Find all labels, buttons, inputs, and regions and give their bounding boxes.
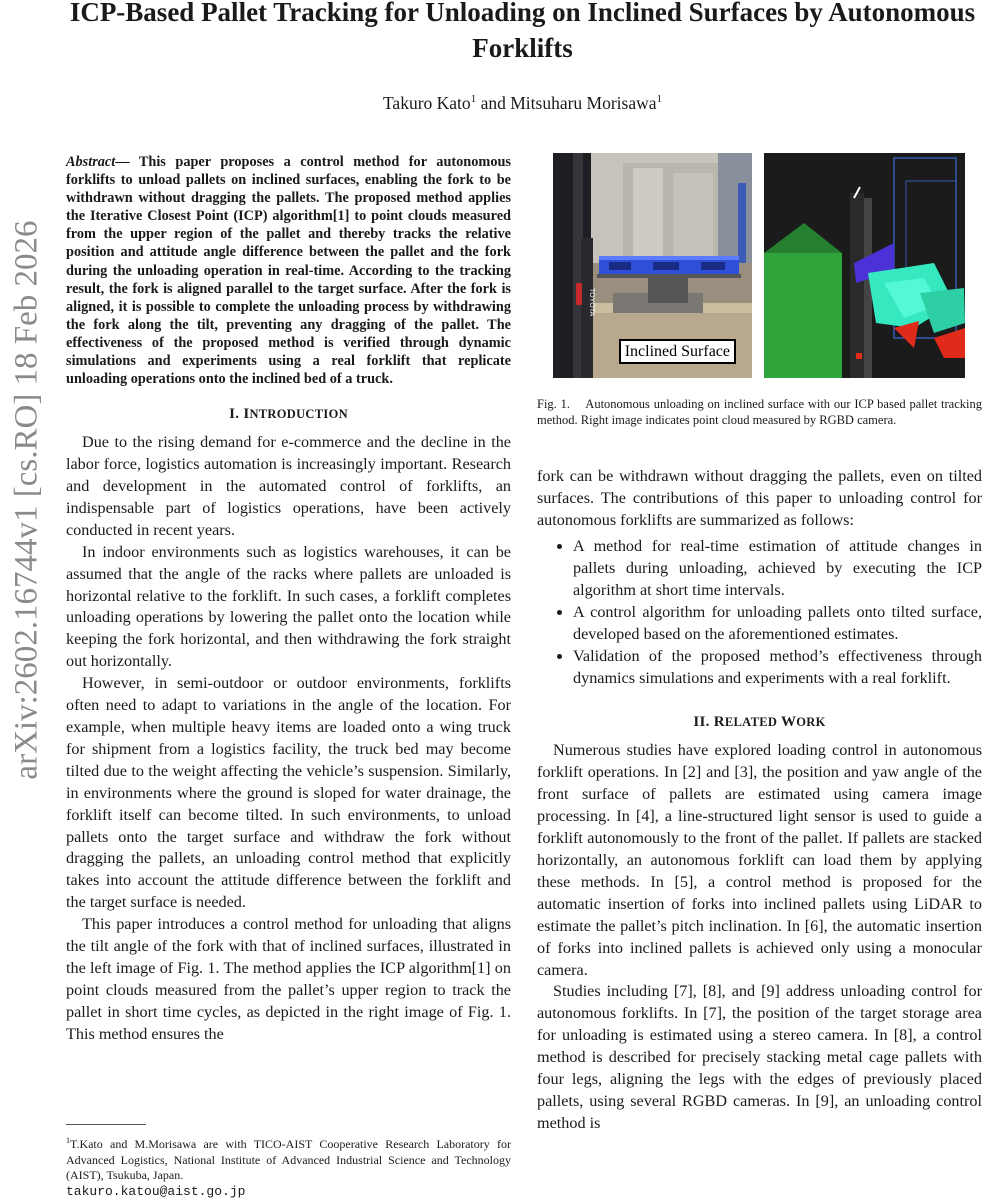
author-name: Takuro Kato — [382, 93, 471, 113]
intro-continuation: fork can be withdrawn without dragging the pallets, even on tilted surfaces. The contributions of this paper to unloading control for autonomous forklifts are summarized as follows: — [537, 467, 982, 530]
footnote-rule — [66, 1124, 146, 1125]
intro-paragraph: However, in semi-outdoor or outdoor environments, forklifts often need to adapt to variations in the angle of the location. For example, when multiple heavy items are loaded onto a wing truck for shipment from a logistics facility, the truck bed may become tilted due to the weight affecting the vehicle’s suspension. Similarly, in environments where the ground is sloped for water drainage, the forklift itself can become tilted. In such environments, to unload pallets onto the target surface and withdraw the fork without dragging the pallets, an unloading control method that explicitly takes into account the attitude difference between the forklift and the target surface is needed. — [66, 674, 511, 912]
abstract-text: This paper proposes a control method for autonomous forklifts to unload pallets on inclined surfaces, enabling the fork to be withdrawn without dragging the pallets. The proposed method applies the Iterative Closest Point (ICP) algorithm[1] to point clouds measured from the upper region of the pallet and thereby tracks the relative position and attitude angle difference between the pallet and the fork during the unloading operation in real-time. According to the tracking result, the fork is aligned parallel to the target surface. After the fork is aligned, it is possible to complete the unloading process by withdrawing the fork along the tilt, preventing any dragging of the pallet. The effectiveness of the proposed method is verified through dynamic simulations and experiments using a real forklift that replicate unloading operations onto the inclined bed of a truck. — [66, 154, 511, 388]
author-email-link[interactable]: takuro.katou@aist.go.jp — [66, 1183, 246, 1199]
intro-paragraph: This paper introduces a control method for unloading that aligns the tilt angle of the fork with that of inclined surfaces, illustrated in the left image of Fig. 1. The method applies the ICP algorithm[1] on point clouds measured from the pallet’s upper region to track the pallet in short time cycles, as depicted in the right image of Fig. 1. This method ensures the — [66, 915, 511, 1043]
point-cloud-image — [764, 153, 965, 378]
affiliation-mark: 1 — [656, 93, 663, 106]
abstract-label: Abstract — [66, 154, 116, 170]
left-column — [66, 153, 511, 1046]
author-name: Mitsuharu Morisawa — [510, 93, 657, 113]
inclined-surface-label: Inclined Surface — [619, 339, 736, 364]
contribution-list — [537, 536, 982, 689]
list-item: • A control algorithm for unloading pallets onto tilted surface, developed based on the aforementioned estimates. — [573, 602, 982, 646]
footnote — [66, 1133, 511, 1199]
point-cloud-illustration — [764, 153, 965, 378]
right-column — [537, 150, 982, 1135]
author-line — [60, 93, 983, 114]
paper-title: ICP-Based Pallet Tracking for Unloading on Inclined Surfaces by Autonomous Forklifts — [69, 0, 976, 63]
related-paragraph: Numerous studies have explored loading control in autonomous forklift operations. In [2] and [3], the position and yaw angle of the front surface of pallets are estimated using camera image processing. In [4], a line-structured light sensor is used to guide a forklift autonomously to the front of the pallet. If pallets are stacked horizontally, an autonomous forklift can load them by applying these methods. In [5], a control method is proposed for the automatic insertion of forks into inclined pallets using LiDAR to estimate the pallet’s pitch inclination. In [6], the automatic insertion of forks into inclined pallets is achieved only using a monocular camera. — [537, 741, 982, 979]
list-item: • Validation of the proposed method’s effectiveness through dynamics simulations and experiments with a real forklift. — [573, 646, 982, 690]
footnote-marker: 1 — [66, 1136, 70, 1145]
figure-1 — [537, 150, 982, 378]
section-heading-related-work: II. RELATED WORK — [693, 714, 826, 731]
arxiv-identifier[interactable]: arXiv:2602.16744v1 [cs.RO] 18 Feb 2026 — [8, 220, 45, 780]
intro-paragraph: Due to the rising demand for e-commerce and the decline in the labor force, logistics automation is increasingly important. Research and development in the automated control of forklifts, an indispensable part of logistics operations, have been actively conducted in recent years. — [66, 433, 511, 539]
photo-brand-text: TOYOTA — [588, 288, 595, 317]
author-joiner: and — [480, 93, 506, 113]
list-item: • A method for real-time estimation of attitude changes in pallets during unloading, achieved by executing the ICP algorithm at short time intervals. — [573, 536, 982, 602]
footnote-text: T.Kato and M.Morisawa are with TICO-AIST Cooperative Research Laboratory for Advanced Logistics, National Institute of Advanced Industrial Science and Technology (AIST), Tsukuba, Japan. — [66, 1137, 511, 1182]
affiliation-mark: 1 — [470, 93, 477, 106]
section-heading-introduction: I. INTRODUCTION — [229, 406, 348, 423]
intro-paragraph: In indoor environments such as logistics warehouses, it can be assumed that the angle of the racks where pallets are unloaded is horizontal relative to the forklift. In such cases, a forklift completes unloading operations by lowering the pallet onto the location while keeping the fork horizontal, and then withdrawing the fork straight out horizontally. — [66, 542, 511, 671]
abstract: Abstract— This paper proposes a control method for autonomous forklifts to unload pallets on inclined surfaces, enabling the fork to be withdrawn without dragging the pallets. The proposed method applies the Iterative Closest Point (ICP) algorithm[1] to point clouds measured from the upper region of the pallet and thereby tracks the relative position and attitude angle difference between the pallet and the fork during the unloading operation in real-time. According to the tracking result, the fork is aligned parallel to the target surface. After the fork is aligned, it is possible to complete the unloading process by withdrawing the fork along the tilt, preventing any dragging of the pallet. The effectiveness of the proposed method is verified through dynamic simulations and experiments using a real forklift that replicate unloading operations onto the inclined bed of a truck. — [66, 154, 511, 388]
figure-1-caption: Fig. 1. Autonomous unloading on inclined surface with our ICP based pallet tracking method. Right image indicates point cloud measured by RGBD camera. — [537, 397, 982, 428]
forklift-photo — [553, 153, 752, 378]
related-paragraph: Studies including [7], [8], and [9] address unloading control for autonomous forklifts. In [7], the position of the target storage area for unloading is estimated using a stereo camera. In [8], a control method is described for precisely stacking metal cage pallets with four legs, aligning the legs with the edges of previously placed pallets, using several RGBD cameras. In [9], an unloading control method is — [537, 982, 982, 1132]
